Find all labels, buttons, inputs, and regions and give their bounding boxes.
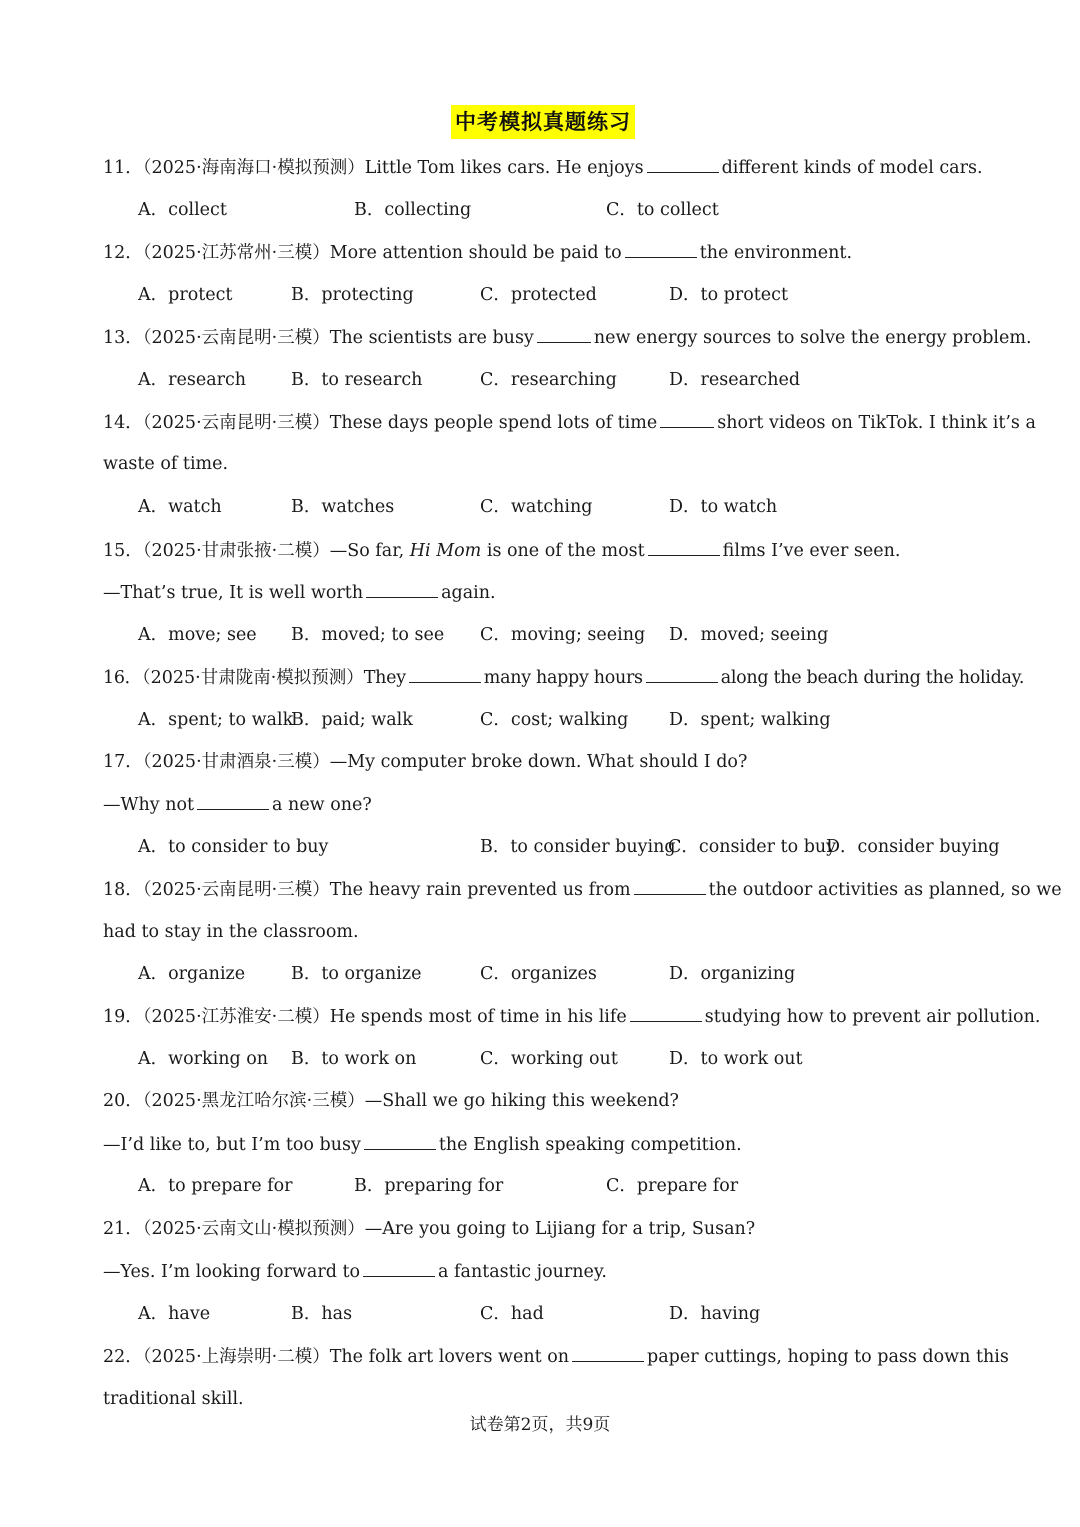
question-text: The scientists are busy (329, 328, 534, 348)
question-14 (103, 409, 1036, 436)
option-d: D．organizing (669, 964, 796, 984)
page-title: 中考模拟真题练习 (451, 105, 635, 139)
question-21 (103, 1216, 755, 1242)
question-text: the English speaking competition. (438, 1135, 742, 1155)
question-text: —Shall we go hiking this weekend? (364, 1091, 679, 1111)
question-12 (103, 239, 852, 266)
question-source: （2025·黑龙江哈尔滨·三模） (142, 1091, 365, 1111)
question-number: 12． (103, 243, 143, 263)
question-continuation: had to stay in the classroom. (103, 922, 359, 942)
question-text: different kinds of model cars. (721, 158, 983, 178)
question-number: 13． (103, 328, 143, 348)
question-text: —So far, (329, 541, 405, 561)
answer-blank (366, 579, 438, 598)
question-number: 22． (103, 1347, 143, 1367)
answer-blank (197, 791, 269, 810)
option-b: B．collecting (354, 200, 472, 220)
question-text: again. (441, 583, 496, 603)
question-15 (103, 537, 900, 564)
option-c: C．watching (480, 497, 593, 517)
option-b: B．preparing for (354, 1176, 504, 1196)
option-c: C．researching (480, 370, 617, 390)
answer-blank (630, 1003, 702, 1022)
question-text: a new one? (272, 795, 372, 815)
question-number: 20． (103, 1091, 143, 1111)
option-c: C．cost; walking (480, 710, 629, 730)
question-text: many happy hours (483, 668, 643, 688)
option-d: D．to protect (669, 285, 788, 305)
question-number: 16． (103, 668, 142, 688)
answer-blank (625, 239, 697, 258)
question-source: （2025·云南昆明·三模） (142, 328, 330, 348)
question-source: （2025·上海崇明·二模） (142, 1347, 330, 1367)
question-text: paper cuttings, hoping to pass down this (647, 1347, 1009, 1367)
question-text: —I’d like to, but I’m too busy (103, 1135, 361, 1155)
option-d: D．to watch (669, 497, 778, 517)
answer-blank (572, 1343, 644, 1362)
question-text: —That’s true, It is well worth (103, 583, 364, 603)
question-text: —Why not (103, 795, 195, 815)
question-source: （2025·甘肃陇南·模拟预测） (141, 668, 364, 688)
question-text: More attention should be paid to (329, 243, 622, 263)
question-text: a fantastic journey. (438, 1262, 607, 1282)
question-text: films I’ve ever seen. (722, 541, 901, 561)
page-footer: 试卷第2页，共9页 (469, 1415, 611, 1435)
option-b: B．watches (291, 497, 395, 517)
question-11 (103, 154, 983, 181)
answer-blank (364, 1131, 436, 1150)
option-a: A．to prepare for (138, 1176, 293, 1196)
option-c: C．consider to buy (668, 837, 837, 857)
option-a: A．have (138, 1304, 211, 1324)
question-source: （2025·甘肃张掖·二模） (142, 541, 330, 561)
question-source: （2025·甘肃酒泉·三模） (142, 752, 330, 772)
question-source: （2025·江苏常州·三模） (142, 243, 330, 263)
question-number: 21． (103, 1219, 143, 1239)
question-number: 11． (103, 158, 143, 178)
question-text: new energy sources to solve the energy problem. (593, 328, 1032, 348)
question-22 (103, 1343, 1009, 1370)
question-text: The heavy rain prevented us from (329, 880, 631, 900)
option-a: A．spent; to walk (138, 710, 294, 730)
question-text: short videos on TikTok. I think it’s a (717, 413, 1036, 433)
option-b: B．to research (291, 370, 423, 390)
question-continuation: traditional skill. (103, 1389, 244, 1409)
option-a: A．research (138, 370, 247, 390)
dialogue-line (103, 1258, 607, 1285)
option-a: A．collect (138, 200, 227, 220)
question-source: （2025·云南文山·模拟预测） (142, 1219, 365, 1239)
answer-blank (409, 664, 481, 683)
option-b: B．to work on (291, 1049, 417, 1069)
question-text: Little Tom likes cars. He enjoys (364, 158, 644, 178)
question-20 (103, 1088, 679, 1114)
question-text: the environment. (699, 243, 853, 263)
question-number: 17． (103, 752, 143, 772)
answer-blank (647, 154, 719, 173)
question-number: 18． (103, 880, 143, 900)
question-16 (103, 664, 1024, 691)
film-title: Hi Mom (409, 541, 482, 561)
question-text: along the beach during the holiday. (720, 668, 1025, 688)
dialogue-line (103, 1131, 742, 1158)
question-source: （2025·江苏淮安·二模） (142, 1007, 330, 1027)
question-text: —Are you going to Lijiang for a trip, Susan? (364, 1219, 756, 1239)
question-source: （2025·海南海口·模拟预测） (142, 158, 365, 178)
option-d: D．researched (669, 370, 801, 390)
question-text: The folk art lovers went on (329, 1347, 570, 1367)
question-text: —My computer broke down. What should I do? (329, 752, 748, 772)
question-source: （2025·云南昆明·三模） (142, 413, 330, 433)
option-c: C．had (480, 1304, 544, 1324)
question-continuation: waste of time. (103, 454, 229, 474)
question-number: 15． (103, 541, 143, 561)
option-c: C．moving; seeing (480, 625, 646, 645)
question-18 (103, 876, 1062, 903)
answer-blank (660, 409, 714, 428)
answer-blank (634, 876, 706, 895)
option-d: D．moved; seeing (669, 625, 829, 645)
question-text: is one of the most (486, 541, 645, 561)
question-text: studying how to prevent air pollution. (704, 1007, 1041, 1027)
option-d: D．spent; walking (669, 710, 831, 730)
option-c: C．protected (480, 285, 597, 305)
dialogue-line (103, 579, 496, 606)
answer-blank (363, 1258, 435, 1277)
option-d: D．having (669, 1304, 761, 1324)
option-c: C．organizes (480, 964, 597, 984)
question-number: 14． (103, 413, 143, 433)
option-a: A．protect (138, 285, 233, 305)
dialogue-line (103, 791, 372, 818)
question-text: They (363, 668, 406, 688)
option-a: A．working on (138, 1049, 269, 1069)
option-b: B．to consider buying (480, 837, 676, 857)
option-d: D．to work out (669, 1049, 803, 1069)
question-source: （2025·云南昆明·三模） (142, 880, 330, 900)
option-c: C．prepare for (606, 1176, 739, 1196)
answer-blank (537, 324, 591, 343)
answer-blank (648, 537, 720, 556)
question-19 (103, 1003, 1040, 1030)
question-number: 19． (103, 1007, 143, 1027)
option-b: B．to organize (291, 964, 422, 984)
option-c: C．to collect (606, 200, 719, 220)
question-13 (103, 324, 1032, 351)
question-text: These days people spend lots of time (329, 413, 658, 433)
option-a: A．move; see (138, 625, 257, 645)
option-d: D．consider buying (826, 837, 1000, 857)
option-a: A．organize (138, 964, 246, 984)
question-text: the outdoor activities as planned, so we (708, 880, 1062, 900)
option-b: B．moved; to see (291, 625, 445, 645)
option-b: B．paid; walk (291, 710, 413, 730)
option-a: A．to consider to buy (138, 837, 329, 857)
option-b: B．has (291, 1304, 353, 1324)
option-a: A．watch (138, 497, 222, 517)
option-c: C．working out (480, 1049, 618, 1069)
question-17 (103, 749, 747, 775)
answer-blank (646, 664, 718, 683)
question-text: He spends most of time in his life (329, 1007, 627, 1027)
option-b: B．protecting (291, 285, 414, 305)
question-text: —Yes. I’m looking forward to (103, 1262, 361, 1282)
